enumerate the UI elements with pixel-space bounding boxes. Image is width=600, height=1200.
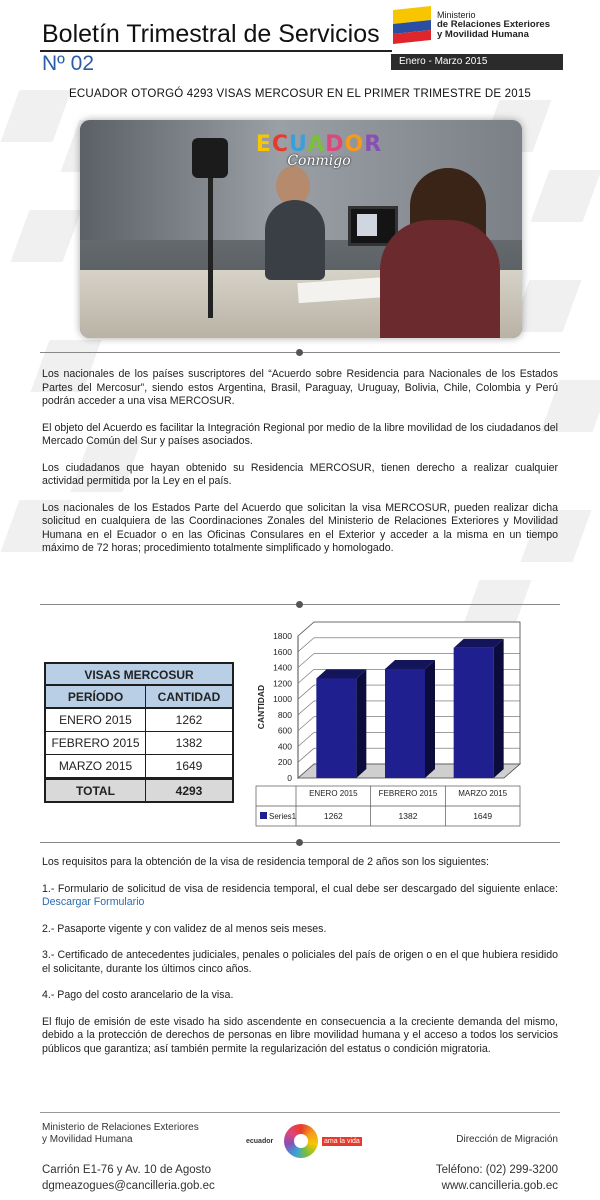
footer-phone: Teléfono: (02) 299-3200: [435, 1164, 558, 1176]
requirement-item: 3.- Certificado de antecedentes judiciales, penales o policiales del país de origen o en el que hubiera residido el solicitante, durante los últimos cinco años.: [42, 949, 558, 975]
chart-legend-label: Series1: [269, 812, 297, 821]
chart-data-label: 1262: [323, 811, 343, 821]
chart-y-tick-label: 1200: [273, 678, 292, 689]
col-period-header: PERÍODO: [46, 686, 146, 707]
quantity-cell: 1262: [175, 713, 203, 727]
download-form-link[interactable]: Descargar Formulario: [42, 896, 145, 908]
requirement-item: 4.- Pago del costo arancelario de la visa.: [42, 989, 234, 1001]
brand-line1: ECUADOR: [255, 132, 383, 157]
period-cell: FEBRERO 2015: [46, 732, 146, 754]
intro-paragraph: Los nacionales de los Estados Parte del Acuerdo que solicitan la visa MERCOSUR, pueden realizar dicha solicitud en cualquiera de las Coordinaciones Zonales del Ministerio de Relaciones Exteriores y Movilidad Humana en el Ecuador o en las Oficinas Consulares en el Exterior y acceder a la misma en un tiempo máximo de 72 horas; procedimiento totalmente simplificado y homologado.: [42, 501, 558, 554]
visas-table: [44, 662, 234, 803]
chart-y-axis-label: CANTIDAD: [256, 684, 266, 730]
footer-website[interactable]: www.cancilleria.gob.ec: [441, 1180, 558, 1192]
chart-y-tick-label: 600: [277, 725, 292, 736]
chart-data-label: 1382: [398, 811, 418, 821]
chart-y-tick-label: 1400: [273, 662, 292, 673]
chart-bar: [454, 648, 494, 778]
header: [0, 0, 600, 80]
brand-line2: Conmigo: [287, 153, 351, 169]
table-total-row: [46, 778, 232, 801]
bulletin-title: Boletín Trimestral de Servicios: [42, 20, 380, 48]
period-label: Enero - Marzo 2015: [391, 54, 563, 70]
chart-y-tick-label: 200: [277, 757, 292, 768]
chart-x-tick-label: FEBRERO 2015: [378, 789, 438, 798]
total-label: TOTAL: [46, 780, 146, 801]
chart-bar-side: [494, 639, 504, 778]
issue-number: Nº 02: [42, 52, 95, 75]
chart-bar: [316, 678, 356, 778]
section-divider: [40, 352, 560, 353]
quantity-cell: 1382: [175, 736, 203, 750]
chart-bar-side: [356, 669, 366, 778]
ecuador-conmigo-logo: [255, 132, 383, 180]
chart-data-label: 1649: [473, 811, 493, 821]
ministry-logo-line3: y Movilidad Humana: [437, 29, 529, 40]
intro-section: [42, 368, 558, 569]
brand-left-text: ecuador: [246, 1138, 274, 1145]
chart-y-tick-label: 1800: [273, 631, 292, 641]
footer-department: Dirección de Migración: [456, 1134, 558, 1145]
brand-right-text: ama la vida: [324, 1138, 360, 1145]
camera-icon: [192, 138, 228, 178]
intro-paragraph: Los ciudadanos que hayan obtenido su Residencia MERCOSUR, tienen derecho a realizar cualquier actividad permitida por la Ley en el país.: [42, 461, 558, 487]
chart-y-tick-label: 1600: [273, 646, 292, 657]
total-value: 4293: [175, 784, 203, 798]
period-cell: MARZO 2015: [46, 755, 146, 777]
ministry-logo-text: [437, 10, 550, 40]
footer-address: Carrión E1-76 y Av. 10 de Agosto: [42, 1164, 211, 1176]
chart-bar: [385, 669, 425, 778]
intro-paragraph: Los nacionales de los países suscriptores del “Acuerdo sobre Residencia para Nacionales de los Estados Partes del Mercosur”, siendo estos Argentina, Brasil, Paraguay, Uruguay, Bolivia, Chile, Colombia y Perú podrán acceder a una visa MERCOSUR.: [42, 368, 558, 407]
chart-x-tick-label: MARZO 2015: [458, 789, 508, 798]
intro-paragraph: El objeto del Acuerdo es facilitar la Integración Regional por medio de la libre movilidad de los ciudadanos del Mercado Común del Sur y países asociados.: [42, 421, 558, 447]
headline: ECUADOR OTORGÓ 4293 VISAS MERCOSUR EN EL PRIMER TRIMESTRE DE 2015: [68, 88, 532, 100]
footer-ministry-line1: Ministerio de Relaciones Exteriores: [42, 1122, 199, 1133]
footer-rule: [40, 1112, 560, 1113]
closing-paragraph: El flujo de emisión de este visado ha sido ascendente en consecuencia a la creciente demanda del mismo, debido a la protección de derechos de personas en libre movilidad humana y el acceso a todos los servicios públicos que garantiza; así también permite la regularización del estatus o condición migratoria.: [42, 1015, 558, 1055]
sun-swirl-icon: [284, 1124, 318, 1158]
table-header-row: [46, 686, 232, 709]
requirements-section: [42, 856, 558, 1069]
chart-y-tick-label: 0: [287, 773, 292, 783]
table-row: [46, 709, 232, 732]
ecuador-flag-emblem-icon: [393, 6, 431, 44]
ministry-logo-line1: Ministerio: [437, 10, 476, 20]
requirement-item: 1.- Formulario de solicitud de visa de residencia temporal, el cual debe ser descargado del siguiente enlace: Descargar Formulario: [42, 882, 558, 908]
chart-legend-swatch: [260, 812, 267, 819]
section-divider: [40, 604, 560, 605]
chart-y-tick-label: 400: [277, 741, 292, 752]
section-divider: [40, 842, 560, 843]
ecuador-ama-la-vida-logo: [244, 1122, 364, 1158]
office-photo: [80, 120, 522, 338]
chart-svg: [254, 620, 554, 830]
footer-email[interactable]: dgmeazogues@cancilleria.gob.ec: [42, 1180, 215, 1192]
chart-bar-side: [425, 660, 435, 778]
ministry-logo: [393, 4, 568, 48]
quantity-cell: 1649: [175, 759, 203, 773]
table-title: VISAS MERCOSUR: [46, 664, 232, 686]
requirement-item: 2.- Pasaporte vigente y con validez de al menos seis meses.: [42, 922, 327, 935]
table-row: [46, 732, 232, 755]
chart-x-tick-label: ENERO 2015: [309, 789, 358, 798]
footer: [0, 1116, 600, 1200]
col-quantity-header: CANTIDAD: [157, 690, 221, 704]
visas-bar-chart: [254, 620, 554, 830]
table-row: [46, 755, 232, 778]
chart-y-tick-label: 1000: [273, 694, 292, 705]
ministry-logo-line2: de Relaciones Exteriores: [437, 19, 550, 30]
requirements-intro: Los requisitos para la obtención de la visa de residencia temporal de 2 años son los siguientes:: [42, 856, 489, 868]
period-cell: ENERO 2015: [46, 709, 146, 731]
footer-contact-block: [436, 1162, 558, 1194]
footer-address-block: [42, 1162, 215, 1194]
footer-ministry-line2: y Movilidad Humana: [42, 1134, 133, 1145]
chart-y-tick-label: 800: [277, 709, 292, 720]
footer-ministry: [42, 1122, 199, 1146]
